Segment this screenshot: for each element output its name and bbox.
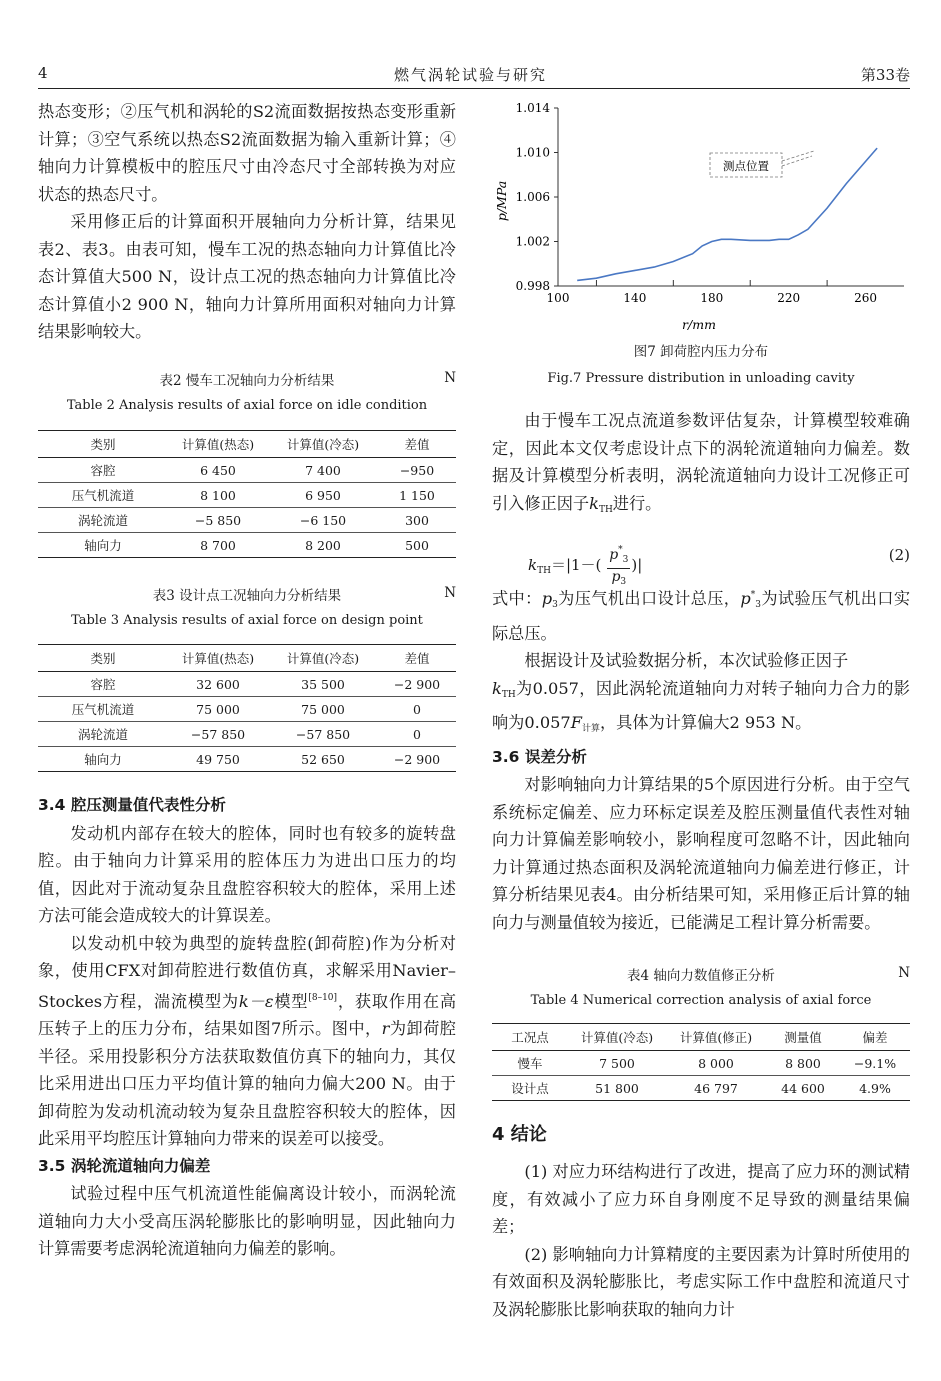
measurement-annotation xyxy=(710,151,814,177)
table2-unit: N xyxy=(444,370,456,386)
table-cell: 8 200 xyxy=(268,533,378,558)
table-cell: −2 900 xyxy=(378,672,456,697)
table-cell: 7 500 xyxy=(568,1051,666,1076)
table-cell: 8 000 xyxy=(666,1051,766,1076)
table4-header: 偏差 xyxy=(840,1024,910,1051)
table-row xyxy=(492,1051,910,1076)
figure7-caption-en: Fig.7 Pressure distribution in unloading cavity xyxy=(547,371,855,386)
table4-title-en: Table 4 Numerical correction analysis of axial force xyxy=(530,993,872,1008)
annotation-label: 测点位置 xyxy=(723,159,769,173)
left-column-bottom xyxy=(38,792,456,1263)
figure7-caption xyxy=(492,341,910,390)
table4-header: 计算值(冷态) xyxy=(568,1024,666,1051)
table4-header: 测量值 xyxy=(766,1024,840,1051)
table-cell: 4.9% xyxy=(840,1076,910,1101)
table-row xyxy=(38,533,456,558)
table4-header: 工况点 xyxy=(492,1024,568,1051)
section-3-4-paragraph-2: 以发动机中较为典型的旋转盘腔(卸荷腔)作为分析对象，使用CFX对卸荷腔进行数值仿真，求解采用Navier–Stockes方程，湍流模型为k－ε模型[8–10]，获取作用在高压转子上的压力分布，结果如图7所示。图中，r为卸荷腔半径。采用投影积分方法获取数值仿真下的轴向力，其仅比采用进出口压力平均值计算的轴向力偏大200 N。由于卸荷腔为发动机流动较为复杂且盘腔容积较大的腔体，因此采用平均腔压计算轴向力带来的误差可以接受。 xyxy=(38,933,457,1148)
table-cell: 75 000 xyxy=(268,697,378,722)
x-tick-label: 260 xyxy=(854,291,878,305)
section-3-5-paragraph: 试验过程中压气机流道性能偏离设计较小，而涡轮流道轴向力大小受高压涡轮膨胀比的影响明显，因此轴向力计算需要考虑涡轮流道轴向力偏差的影响。 xyxy=(38,1184,456,1258)
table-row xyxy=(38,722,456,747)
table-cell: 压气机流道 xyxy=(38,697,168,722)
x-axis-label: r/mm xyxy=(682,317,716,332)
x-tick-label: 100 xyxy=(546,291,570,305)
header-rule xyxy=(38,88,910,89)
figure7-caption-cn: 图7 卸荷腔内压力分布 xyxy=(633,344,769,360)
table-cell: 49 750 xyxy=(168,747,268,772)
table4-header: 计算值(修正) xyxy=(666,1024,766,1051)
equation-2: $k_{TH}=|1-$( $\frac{p^*_3}{p_3}$ )| (2) xyxy=(492,528,910,582)
table-cell: 52 650 xyxy=(268,747,378,772)
page-number: 4 xyxy=(38,64,48,82)
equation-number: (2) xyxy=(888,546,910,564)
table2-title-cn: 表2 慢车工况轴向力分析结果 xyxy=(159,373,335,389)
table-row xyxy=(492,1076,910,1101)
table-cell: 32 600 xyxy=(168,672,268,697)
table3-header: 差值 xyxy=(378,645,456,672)
table-row xyxy=(38,483,456,508)
y-tick-label: 1.010 xyxy=(515,145,550,160)
table3-title-en: Table 3 Analysis results of axial force on design point xyxy=(71,613,423,628)
table2-header: 类别 xyxy=(38,431,168,458)
y-tick-label: 0.998 xyxy=(515,279,550,293)
table4-caption xyxy=(492,965,910,1012)
conclusion-2: (2) 影响轴向力计算精度的主要因素为计算时所使用的有效面积及涡轮膨胀比，考虑实际工作中盘腔和流道尺寸及涡轮膨胀比影响获取的轴向力计 xyxy=(492,1244,910,1319)
table2-header: 计算值(热态) xyxy=(168,431,268,458)
section-4-heading: 4 结论 xyxy=(492,1124,547,1145)
table-cell: 容腔 xyxy=(38,458,168,483)
table-cell: 44 600 xyxy=(766,1076,840,1101)
table-cell: 75 000 xyxy=(168,697,268,722)
table-cell: −2 900 xyxy=(378,747,456,772)
table2-caption xyxy=(38,370,456,417)
table-row xyxy=(38,697,456,722)
figure7-chart xyxy=(492,96,910,346)
table-cell: −5 850 xyxy=(168,508,268,533)
table-cell: 35 500 xyxy=(268,672,378,697)
right-paragraph-where: 式中：$p_3$为压气机出口设计总压，$p^*_3$为试验压气机出口实际总压。 xyxy=(492,589,911,643)
section-3-4-heading: 3.4 腔压测量值代表性分析 xyxy=(38,796,226,814)
table-cell: 8 700 xyxy=(168,533,268,558)
table4 xyxy=(492,1023,910,1101)
x-tick-label: 220 xyxy=(777,291,801,305)
left-column-top xyxy=(38,98,456,346)
right-column-top xyxy=(492,407,910,936)
table3 xyxy=(38,644,456,772)
section-3-4-paragraph-1: 发动机内部存在较大的腔体，同时也有较多的旋转盘腔。由于轴向力计算采用的腔体压力为进出口压力的均值，因此对于流动复杂且盘腔容积较大的腔体，采用上述方法可能会造成较大的计算误差。 xyxy=(38,823,456,925)
section-3-6-paragraph: 对影响轴向力计算结果的5个原因进行分析。由于空气系统标定偏差、应力环标定误差及腔压测量值代表性对轴向力计算偏差影响较小，影响程度可忽略不计，因此轴向力计算通过热态面积及涡轮流道轴向力偏差进行修正，计算分析结果见表4。由分析结果可知，采用修正后计算的轴向力与测量值较为接近，已能满足工程计算分析需要。 xyxy=(492,775,910,932)
table-cell: −57 850 xyxy=(268,722,378,747)
table-cell: 6 450 xyxy=(168,458,268,483)
y-tick-label: 1.002 xyxy=(515,234,550,249)
table-cell: −950 xyxy=(378,458,456,483)
y-axis-label: p/MPa xyxy=(494,180,509,222)
table3-unit: N xyxy=(444,585,456,601)
table-row xyxy=(38,747,456,772)
table-cell: 500 xyxy=(378,533,456,558)
section-3-6-heading: 3.6 误差分析 xyxy=(492,747,587,766)
table3-header: 计算值(热态) xyxy=(168,645,268,672)
table-cell: 46 797 xyxy=(666,1076,766,1101)
table-row xyxy=(38,458,456,483)
table3-title-cn: 表3 设计点工况轴向力分析结果 xyxy=(152,588,342,604)
table3-caption xyxy=(38,585,456,632)
chart-axes xyxy=(558,108,904,286)
table-cell: 300 xyxy=(378,508,456,533)
table-cell: 7 400 xyxy=(268,458,378,483)
table-cell: 0 xyxy=(378,722,456,747)
table-cell: 8 800 xyxy=(766,1051,840,1076)
table-cell: 设计点 xyxy=(492,1076,568,1101)
intro-paragraph: 热态变形；②压气机和涡轮的S2流面数据按热态变形重新计算；③空气系统以热态S2流面数据为输入重新计算；④轴向力计算模板中的腔压尺寸由冷态尺寸全部转换为对应状态的热态尺寸。 xyxy=(38,102,456,204)
table-cell: 涡轮流道 xyxy=(38,508,168,533)
journal-title: 燃气涡轮试验与研究 xyxy=(393,66,547,84)
table-cell: −57 850 xyxy=(168,722,268,747)
table-cell: 压气机流道 xyxy=(38,483,168,508)
volume-label: 第33卷 xyxy=(860,66,910,84)
section-3-5-heading: 3.5 涡轮流道轴向力偏差 xyxy=(38,1156,211,1175)
table2 xyxy=(38,430,456,558)
annotation-leader xyxy=(782,156,812,166)
table-cell: 容腔 xyxy=(38,672,168,697)
table-row xyxy=(38,672,456,697)
y-tick-label: 1.014 xyxy=(515,101,550,115)
y-tick-label: 1.006 xyxy=(515,190,550,204)
table4-unit: N xyxy=(898,965,910,981)
annotation-leader xyxy=(782,151,814,161)
table-cell: 1 150 xyxy=(378,483,456,508)
table-cell: −9.1% xyxy=(840,1051,910,1076)
table-cell: 51 800 xyxy=(568,1076,666,1101)
table2-title-en: Table 2 Analysis results of axial force on idle condition xyxy=(66,398,428,413)
right-paragraph-2: 根据设计及试验数据分析，本次试验修正因子 $k_{TH}$为0.057，因此涡轮流道轴向力对转子轴向力合力的影响为$0.057F_{计算}$，具体为计算偏大2 953 N。 xyxy=(492,651,910,734)
table-cell: 6 950 xyxy=(268,483,378,508)
x-tick-label: 180 xyxy=(700,291,724,305)
table-cell: −6 150 xyxy=(268,508,378,533)
table-row xyxy=(38,508,456,533)
table-cell: 涡轮流道 xyxy=(38,722,168,747)
table-cell: 0 xyxy=(378,697,456,722)
table3-header: 计算值(冷态) xyxy=(268,645,378,672)
right-column-bottom xyxy=(492,1120,910,1323)
table2-header: 差值 xyxy=(378,431,456,458)
conclusion-1: (1) 对应力环结构进行了改进，提高了应力环的测试精度，有效减小了应力环自身刚度不足导致的测量结果偏差； xyxy=(492,1162,910,1236)
right-paragraph-1: 由于慢车工况点流道参数评估复杂，计算模型较难确定，因此本文仅考虑设计点下的涡轮流道轴向力偏差。数据及计算模型分析表明，涡轮流道轴向力设计工况修正可引入修正因子$k_{TH}$进行。 xyxy=(492,411,910,515)
table3-header: 类别 xyxy=(38,645,168,672)
results-paragraph: 采用修正后的计算面积开展轴向力分析计算，结果见表2、表3。由表可知，慢车工况的热态轴向力计算值比冷态计算值大500 N，设计点工况的热态轴向力计算值比冷态计算值小2 900 N，轴向力计算所用面积对轴向力计算结果影响较大。 xyxy=(38,212,456,341)
table-cell: 轴向力 xyxy=(38,533,168,558)
table-cell: 8 100 xyxy=(168,483,268,508)
table-cell: 轴向力 xyxy=(38,747,168,772)
table2-header: 计算值(冷态) xyxy=(268,431,378,458)
table4-title-cn: 表4 轴向力数值修正分析 xyxy=(627,968,775,984)
table-cell: 慢车 xyxy=(492,1051,568,1076)
x-tick-label: 140 xyxy=(623,291,647,305)
